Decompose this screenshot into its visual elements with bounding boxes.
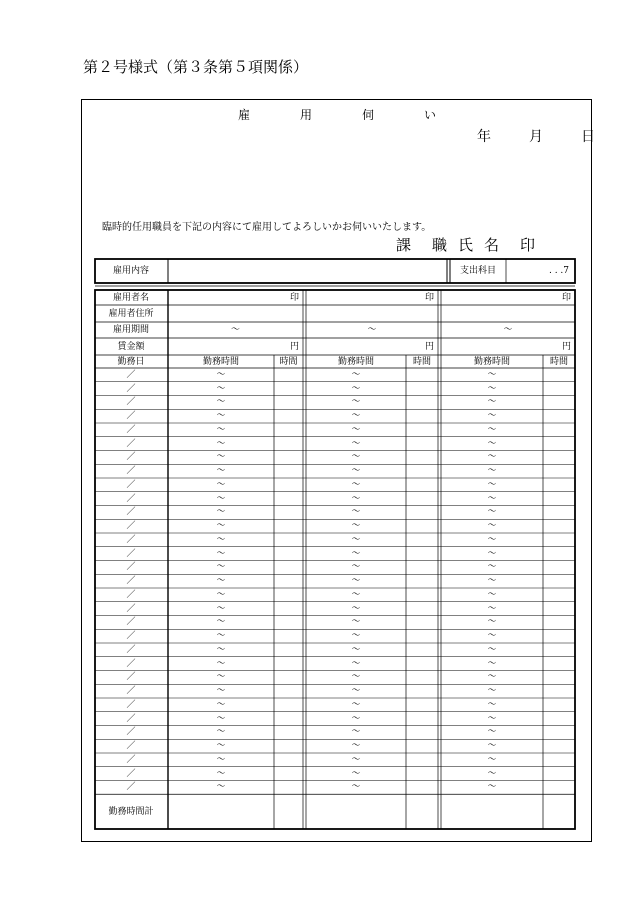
time-mark: ～ (351, 617, 361, 628)
time-mark: ～ (216, 603, 226, 614)
request-text: 臨時的任用職員を下記の内容にて雇用してよろしいかお伺いいたします。 (102, 222, 432, 233)
time-mark: ～ (216, 479, 226, 490)
time-mark: ～ (351, 562, 361, 573)
title-char: 雇 (238, 108, 251, 122)
form-title (238, 106, 486, 123)
time-mark: ～ (351, 576, 361, 587)
time-mark: ～ (487, 452, 497, 463)
employment-content-label: 雇用内容 (112, 266, 150, 276)
day-mark: ／ (126, 782, 136, 793)
time-mark: ～ (351, 631, 361, 642)
time-mark: ～ (487, 713, 497, 724)
time-mark: ～ (487, 548, 497, 559)
time-mark: ～ (216, 507, 226, 518)
employment-period-label: 雇用期間 (112, 325, 150, 335)
day-mark: ／ (126, 521, 136, 532)
time-mark: ～ (351, 589, 361, 600)
time-mark: ～ (487, 534, 497, 545)
yen-mark: 円 (561, 341, 571, 352)
day-mark: ／ (126, 603, 136, 614)
time-mark: ～ (351, 741, 361, 752)
time-mark: ～ (351, 424, 361, 435)
expense-item-label: 支出科目 (459, 266, 497, 276)
time-mark: ～ (351, 782, 361, 793)
time-mark: ～ (487, 411, 497, 422)
time-mark: ～ (216, 438, 226, 449)
employee-address-label: 雇用者住所 (108, 308, 154, 319)
time-mark: ～ (351, 507, 361, 518)
time-mark: ～ (487, 644, 497, 655)
time-mark: ～ (216, 644, 226, 655)
day-mark: ／ (126, 617, 136, 628)
name-label-2: 名 (484, 236, 500, 254)
day-mark: ／ (126, 727, 136, 738)
time-mark: ～ (487, 672, 497, 683)
title-char: い (424, 108, 437, 122)
expense-code: . . .7 (548, 266, 569, 276)
time-mark: ～ (216, 631, 226, 642)
date-day-label: 日 (581, 129, 595, 145)
day-mark: ／ (126, 644, 136, 655)
day-mark: ／ (126, 658, 136, 669)
period-mark: ～ (230, 325, 241, 335)
time-mark: ～ (487, 631, 497, 642)
time-mark: ～ (351, 383, 361, 394)
time-mark: ～ (216, 383, 226, 394)
time-mark: ～ (487, 603, 497, 614)
time-mark: ～ (216, 741, 226, 752)
time-mark: ～ (216, 699, 226, 710)
time-mark: ～ (216, 713, 226, 724)
day-mark: ／ (126, 383, 136, 394)
form-frame (81, 99, 592, 842)
time-mark: ～ (216, 658, 226, 669)
time-mark: ～ (216, 397, 226, 408)
seal-label: 印 (520, 236, 536, 254)
day-mark: ／ (126, 768, 136, 779)
total-hours-label: 勤務時間計 (108, 806, 154, 817)
time-mark: ～ (216, 782, 226, 793)
wage-label: 賃金額 (117, 341, 145, 352)
day-mark: ／ (126, 507, 136, 518)
day-mark: ／ (126, 397, 136, 408)
day-mark: ／ (126, 699, 136, 710)
day-mark: ／ (126, 562, 136, 573)
time-mark: ～ (487, 768, 497, 779)
title-position-label: 職 (432, 236, 448, 254)
time-mark: ～ (351, 438, 361, 449)
day-mark: ／ (126, 424, 136, 435)
time-mark: ～ (216, 369, 226, 380)
yen-mark: 円 (289, 341, 299, 352)
date-line (477, 126, 630, 146)
time-mark: ～ (351, 713, 361, 724)
section-label: 課 (396, 236, 412, 254)
time-mark: ～ (351, 493, 361, 504)
day-mark: ／ (126, 589, 136, 600)
day-mark: ／ (126, 548, 136, 559)
hours-header: 時間 (412, 356, 432, 367)
time-mark: ～ (216, 452, 226, 463)
time-mark: ～ (487, 521, 497, 532)
work-time-header: 勤務時間 (202, 356, 240, 367)
time-mark: ～ (216, 521, 226, 532)
signature-line (396, 234, 535, 255)
day-mark: ／ (126, 754, 136, 765)
time-mark: ～ (351, 479, 361, 490)
time-mark: ～ (351, 534, 361, 545)
time-mark: ～ (487, 493, 497, 504)
time-mark: ～ (351, 699, 361, 710)
time-mark: ～ (487, 782, 497, 793)
time-mark: ～ (216, 534, 226, 545)
time-mark: ～ (351, 658, 361, 669)
date-year-label: 年 (477, 129, 491, 145)
day-mark: ／ (126, 452, 136, 463)
time-mark: ～ (487, 562, 497, 573)
title-char: 伺 (362, 108, 375, 122)
time-mark: ～ (487, 397, 497, 408)
time-mark: ～ (216, 411, 226, 422)
time-mark: ～ (487, 479, 497, 490)
time-mark: ～ (487, 589, 497, 600)
time-mark: ～ (216, 493, 226, 504)
time-mark: ～ (487, 727, 497, 738)
day-mark: ／ (126, 534, 136, 545)
time-mark: ～ (351, 466, 361, 477)
time-mark: ～ (351, 686, 361, 697)
time-mark: ～ (216, 672, 226, 683)
time-mark: ～ (487, 369, 497, 380)
time-mark: ～ (351, 397, 361, 408)
day-mark: ／ (126, 576, 136, 587)
time-mark: ～ (216, 686, 226, 697)
time-mark: ～ (351, 727, 361, 738)
time-mark: ～ (351, 672, 361, 683)
time-mark: ～ (216, 548, 226, 559)
day-mark: ／ (126, 411, 136, 422)
time-mark: ～ (216, 424, 226, 435)
time-mark: ～ (216, 466, 226, 477)
employee-name-label: 雇用者名 (112, 292, 150, 303)
time-mark: ～ (351, 369, 361, 380)
day-mark: ／ (126, 741, 136, 752)
time-mark: ～ (216, 754, 226, 765)
hours-header: 時間 (279, 356, 298, 367)
yen-mark: 円 (424, 341, 434, 352)
employee-seal-mark: 印 (424, 292, 434, 303)
work-time-header: 勤務時間 (473, 356, 511, 367)
title-char: 用 (300, 108, 313, 122)
day-mark: ／ (126, 686, 136, 697)
time-mark: ～ (216, 727, 226, 738)
time-mark: ～ (487, 507, 497, 518)
employee-seal-mark: 印 (561, 292, 571, 303)
time-mark: ～ (487, 383, 497, 394)
time-mark: ～ (487, 686, 497, 697)
day-mark: ／ (126, 479, 136, 490)
time-mark: ～ (487, 424, 497, 435)
time-mark: ～ (351, 754, 361, 765)
day-mark: ／ (126, 466, 136, 477)
day-mark: ／ (126, 672, 136, 683)
time-mark: ～ (351, 644, 361, 655)
employee-seal-mark: 印 (289, 292, 299, 303)
day-mark: ／ (126, 713, 136, 724)
time-mark: ～ (487, 754, 497, 765)
day-mark: ／ (126, 631, 136, 642)
time-mark: ～ (487, 438, 497, 449)
time-mark: ～ (487, 658, 497, 669)
time-mark: ～ (351, 603, 361, 614)
time-mark: ～ (351, 548, 361, 559)
date-month-label: 月 (529, 129, 543, 145)
time-mark: ～ (216, 768, 226, 779)
time-mark: ～ (351, 521, 361, 532)
day-header: 勤務日 (117, 356, 145, 367)
time-mark: ～ (216, 589, 226, 600)
period-mark: ～ (503, 325, 513, 335)
time-mark: ～ (351, 768, 361, 779)
time-mark: ～ (216, 576, 226, 587)
time-mark: ～ (216, 562, 226, 573)
time-mark: ～ (487, 741, 497, 752)
hours-header: 時間 (549, 356, 569, 367)
day-mark: ／ (126, 438, 136, 449)
time-mark: ～ (487, 576, 497, 587)
time-mark: ～ (351, 452, 361, 463)
period-mark: ～ (367, 325, 377, 335)
time-mark: ～ (216, 617, 226, 628)
time-mark: ～ (351, 411, 361, 422)
time-mark: ～ (487, 699, 497, 710)
day-mark: ／ (126, 369, 136, 380)
name-label-1: 氏 (458, 236, 474, 254)
time-mark: ～ (487, 617, 497, 628)
day-mark: ／ (126, 493, 136, 504)
form-number: 第２号様式（第３条第５項関係） (83, 58, 309, 76)
time-mark: ～ (487, 466, 497, 477)
work-time-header: 勤務時間 (337, 356, 375, 367)
